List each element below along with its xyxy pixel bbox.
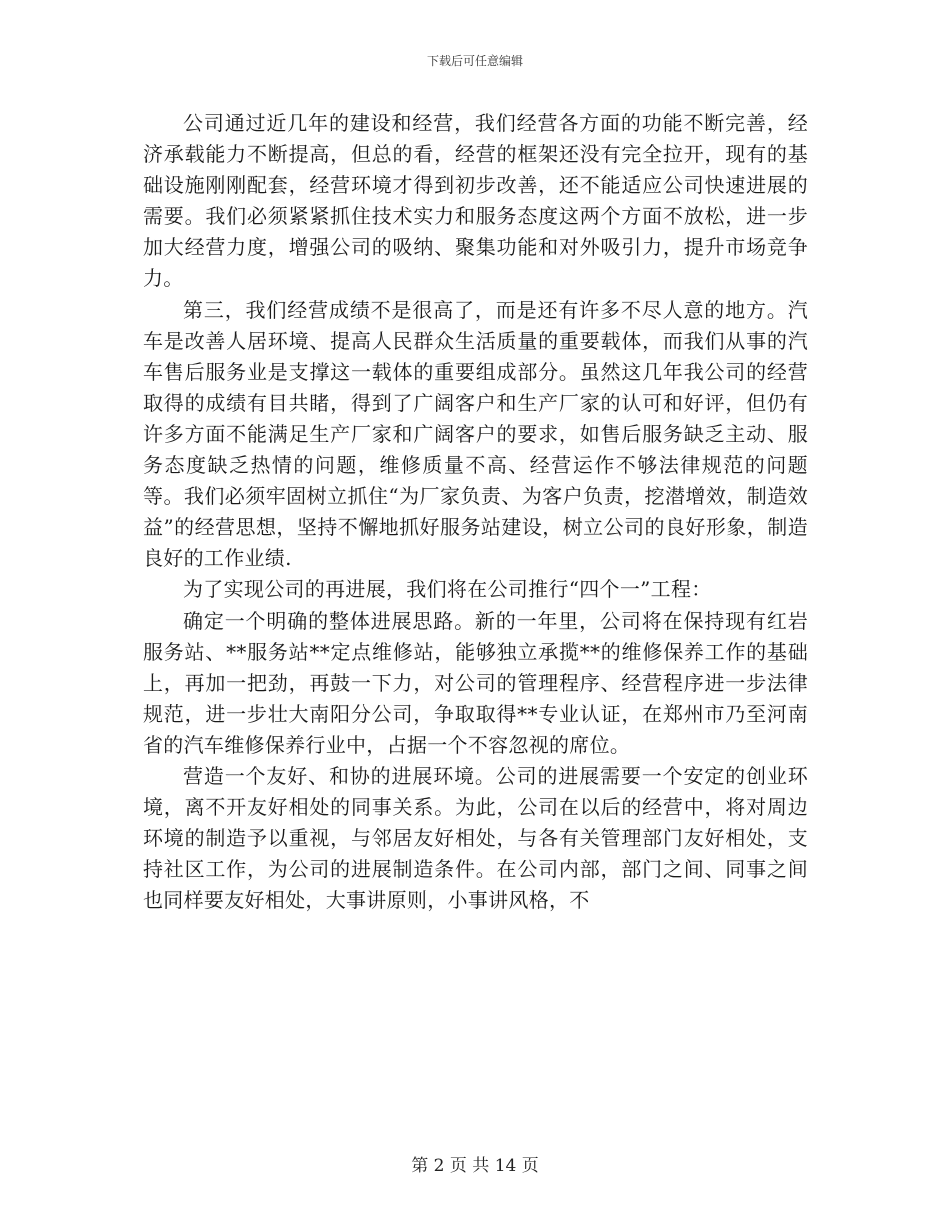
paragraph-1: 公司通过近几年的建设和经营，我们经营各方面的功能不断完善，经济承载能力不断提高，但总的看，经营的框架还没有完全拉开，现有的基础设施刚刚配套，经营环境才得到初步改善，还不能适应公司快速进展的需要。我们必须紧紧抓住技术实力和服务态度这两个方面不放松，进一步加大经营力度，增强公司的吸纳、聚集功能和对外吸引力，提升市场竞争力。 [143,111,808,291]
paragraph-5: 营造一个友好、和协的进展环境。公司的进展需要一个安定的创业环境，离不开友好相处的同事关系。为此，公司在以后的经营中，将对周边环境的制造予以重视，与邻居友好相处，与各有关管理部门友好相处，支持社区工作，为公司的进展制造条件。在公司内部，部门之间、同事之间也同样要友好相处，大事讲原则，小事讲风格，不 [143,763,808,913]
page-header-note: 下载后可任意编辑 [426,54,523,68]
paragraph-2: 第三，我们经营成绩不是很高了，而是还有许多不尽人意的地方。汽车是改善人居环境、提高人民群众生活质量的重要载体，而我们从事的汽车售后服务业是支撑这一载体的重要组成部分。虽然这几年我公司的经营取得的成绩有目共睹，得到了广阔客户和生产厂家的认可和好评，但仍有许多方面不能满足生产厂家和广阔客户的要求，如售后服务缺乏主动、服务态度缺乏热情的问题，维修质量不高、经营运作不够法律规范的问题等。我们必须牢固树立抓住“为厂家负责、为客户负责，挖潜增效，制造效益”的经营思想，坚持不懈地抓好服务站建设，树立公司的良好形象，制造良好的工作业绩. [143,297,808,571]
paragraph-3: 为了实现公司的再进展，我们将在公司推行“四个一”工程： [183,577,712,602]
paragraph-4: 确定一个明确的整体进展思路。新的一年里，公司将在保持现有红岩服务站、**服务站**定点维修站，能够独立承揽**的维修保养工作的基础上，再加一把劲，再鼓一下力，对公司的管理程序、经营程序进一步法律规范，进一步壮大南阳分公司，争取取得**专业认证，在郑州市乃至河南省的汽车维修保养行业中，占据一个不容忽视的席位。 [143,608,808,757]
page-number: 第 2 页 共 14 页 [411,1156,539,1176]
document-body [143,108,808,916]
